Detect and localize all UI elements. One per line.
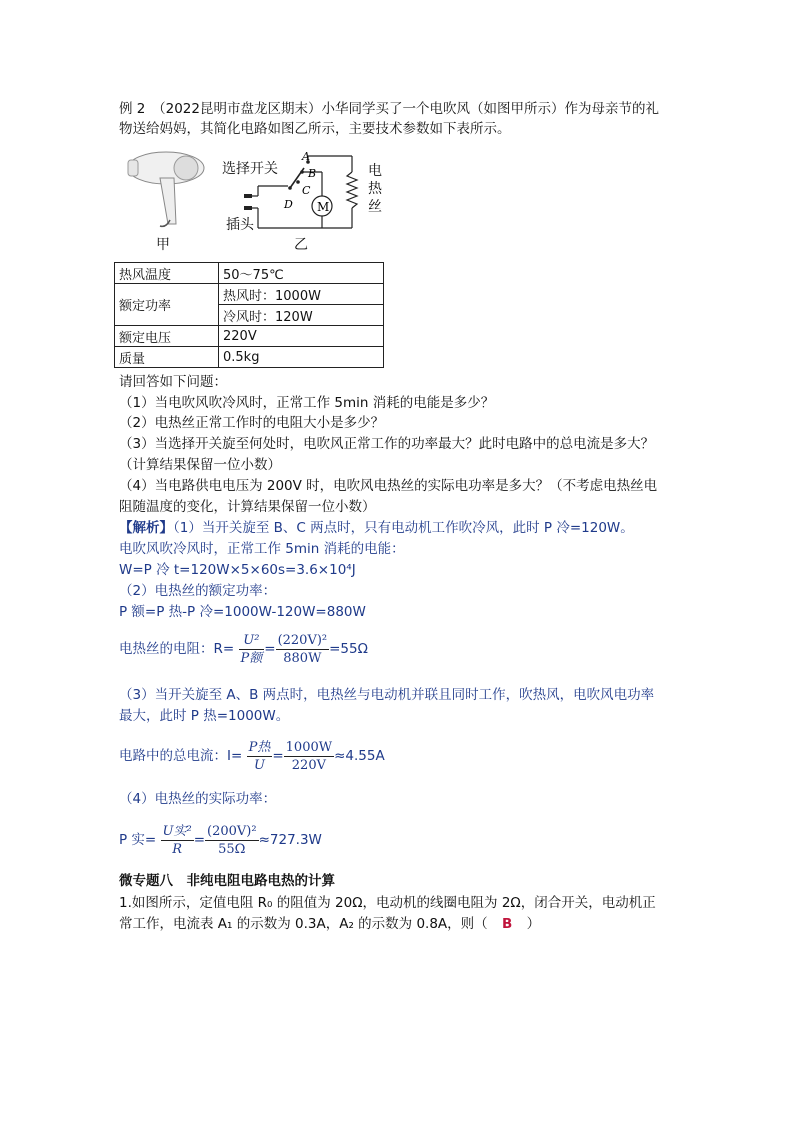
fraction	[247, 739, 273, 774]
point-a-label: A	[302, 150, 310, 163]
question-4-line-2: 阻随温度的变化，计算结果保留一位小数）	[119, 499, 376, 515]
current-formula: 电路中的总电流：I= $\frac{\text{P热}}{U}$ = $\frac{1000W}{220V}$ ≈4.55A	[119, 739, 385, 773]
table-row	[115, 326, 384, 347]
plug-label: 插头	[226, 217, 254, 233]
numerator: U实²	[162, 823, 192, 839]
table-row	[115, 263, 384, 284]
question-3-line-1: （3）当选择开关旋至何处时，电吹风正常工作的功率最大？此时电路中的总电流是多大？	[119, 436, 655, 452]
denominator: 220V	[291, 757, 326, 773]
table-cell: 热风时：1000W	[219, 284, 384, 305]
numerator: P热	[248, 739, 271, 755]
formula-result: ≈4.55A	[334, 748, 385, 764]
solution-1b: 电吹风吹冷风时，正常工作 5min 消耗的电能：	[119, 541, 405, 557]
formula-prefix: 电路中的总电流：I=	[119, 748, 243, 764]
solution-1c: W=P 冷 t=120W×5×60s=3.6×10⁴J	[119, 562, 356, 578]
denominator: R	[172, 841, 183, 857]
hair-dryer-image	[124, 148, 208, 230]
example-line-2: 物送给妈妈，其简化电路如图乙所示，主要技术参数如下表所示。	[119, 121, 511, 137]
question-4-line-1: （4）当电路供电电压为 200V 时，电吹风电热丝的实际电功率是多大？（不考虑电热丝电	[119, 478, 658, 494]
switch-label: 选择开关	[222, 161, 278, 177]
numerator: 1000W	[285, 739, 333, 755]
formula-prefix: 电热丝的电阻：R=	[119, 641, 235, 657]
table-cell: 热风温度	[115, 263, 219, 284]
denominator: 55Ω	[218, 841, 246, 857]
problem-1-close: ）	[526, 916, 541, 932]
fraction	[276, 632, 330, 667]
resistance-formula: 电热丝的电阻：R= $\frac{\text{U²}}{\text{P额}}$ = $\frac{\text{(220V)²}}{880W}$ =55Ω	[119, 632, 368, 666]
fraction	[239, 632, 265, 667]
section-title: 微专题八 非纯电阻电路电热的计算	[119, 873, 335, 889]
solution-head: 【解析】	[119, 520, 173, 536]
point-c-label: C	[302, 184, 311, 197]
fraction	[205, 823, 259, 858]
table-cell: 220V	[219, 326, 384, 347]
formula-result: =55Ω	[329, 641, 368, 657]
solution-2a: （2）电热丝的额定功率：	[119, 583, 277, 599]
point-d-label: D	[284, 198, 293, 211]
solution-1a: （1）当开关旋至 B、C 两点时，只有电动机工作吹冷风，此时 P 冷=120W。	[173, 520, 634, 536]
point-b-label: B	[308, 167, 317, 180]
formula-prefix: P 实=	[119, 832, 157, 848]
denominator: 880W	[283, 650, 322, 666]
denominator: P额	[240, 650, 263, 666]
table-cell: 50～75℃	[219, 263, 384, 284]
table-cell: 0.5kg	[219, 347, 384, 368]
problem-1-text: 常工作，电流表 A₁ 的示数为 0.3A，A₂ 的示数为 0.8A，则（	[119, 916, 488, 932]
motor-label: M	[317, 200, 330, 214]
table-cell: 冷风时：120W	[219, 305, 384, 326]
question-1: （1）当电吹风吹冷风时，正常工作 5min 消耗的电能是多少？	[119, 395, 495, 411]
formula-result: ≈727.3W	[258, 832, 322, 848]
figure-label-yi: 乙	[294, 237, 308, 253]
question-2: （2）电热丝正常工作时的电阻大小是多少？	[119, 415, 385, 431]
table-cell: 额定电压	[115, 326, 219, 347]
problem-1-line-2	[119, 915, 540, 933]
power-formula: P 实= $\frac{\text{U实²}}{R}$ = $\frac{\text{(200V)²}}{55\Omega}$ ≈727.3W	[119, 823, 322, 857]
fraction	[161, 823, 194, 858]
table-row	[115, 347, 384, 368]
solution-2b: P 额=P 热-P 冷=1000W-120W=880W	[119, 604, 366, 620]
solution-4a: （4）电热丝的实际功率：	[119, 791, 277, 807]
example-line-1: 例 2 （2022昆明市盘龙区期末）小华同学买了一个电吹风（如图甲所示）作为母亲节的礼	[119, 101, 659, 117]
questions-intro: 请回答如下问题：	[119, 374, 227, 390]
table-cell: 额定功率	[115, 284, 219, 326]
table-cell: 质量	[115, 347, 219, 368]
solution-part-1-line-1	[119, 519, 634, 537]
table-row	[115, 284, 384, 305]
answer-choice: B	[501, 916, 513, 932]
figure-label-jia: 甲	[156, 237, 170, 253]
solution-3b: 最大，此时 P 热=1000W。	[119, 708, 290, 724]
numerator: U²	[239, 632, 265, 650]
problem-1-line-1: 1.如图所示，定值电阻 R₀ 的阻值为 20Ω，电动机的线圈电阻为 2Ω，闭合开关，电动机正	[119, 895, 656, 911]
numerator: (200V)²	[207, 823, 257, 839]
heater-label: 电热丝	[368, 163, 382, 215]
solution-3a: （3）当开关旋至 A、B 两点时，电热丝与电动机并联且同时工作，吹热风，电吹风电功率	[119, 687, 655, 703]
numerator: (220V)²	[277, 632, 328, 648]
fraction	[284, 739, 334, 774]
parameter-table	[114, 262, 384, 368]
denominator: U	[253, 757, 265, 773]
question-3-line-2: （计算结果保留一位小数）	[119, 457, 281, 473]
